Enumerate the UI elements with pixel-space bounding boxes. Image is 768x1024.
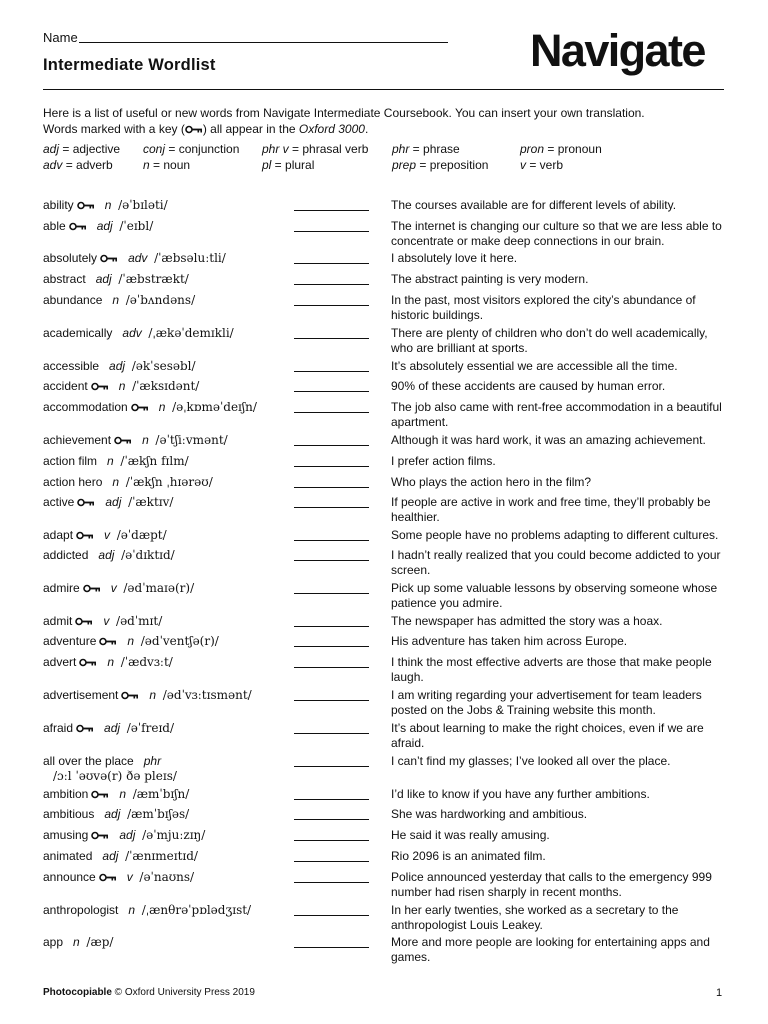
legend-meaning: = phrasal verb [288,142,369,156]
entry-pronunciation: /ədˈventʃə(r)/ [140,634,219,648]
entry-part-of-speech: n [112,475,120,489]
table-row [43,379,199,394]
entry-part-of-speech: adj [98,548,115,562]
entry-example: I am writing regarding your advertisement for team leaders posted on the Jobs & Training website this month. [391,688,702,717]
entry-word: absolutely [43,251,98,265]
legend-item [520,142,602,158]
table-row [43,400,257,415]
entry-word: adapt [43,528,74,542]
legend-meaning: = preposition [416,157,489,172]
legend-abbr: adj [43,142,60,156]
key-icon [131,400,149,415]
entry-pronunciation: /ədˈvɜːtɪsmənt/ [162,688,252,702]
legend-meaning: = phrase [409,142,460,156]
entry-example: Rio 2096 is an animated film. [391,849,546,863]
legend-abbr: prep [392,157,417,172]
key-icon [91,787,109,802]
translation-blank[interactable] [294,733,369,734]
entry-example: I prefer action films. [391,454,496,468]
entry-part-of-speech: adj [104,721,121,735]
entry-pronunciation: /əkˈsesəbl/ [131,359,196,373]
table-row [43,433,228,448]
entry-example: Who plays the action hero in the film? [391,475,592,489]
entry-part-of-speech: n [107,655,115,669]
legend-abbr: pl [262,157,272,172]
entry-example: In the past, most visitors explored the city’s abundance of historic buildings. [391,293,696,322]
legend-abbr: pron [520,142,545,156]
intro-line-2 [43,122,723,138]
legend-item [392,142,460,158]
entry-example: Pick up some valuable lessons by observing someone whose patience you admire. [391,581,718,610]
key-icon [76,528,94,543]
translation-blank[interactable] [294,391,369,392]
entry-example: It’s absolutely essential we are accessible all the time. [391,359,678,373]
key-icon [77,198,95,213]
table-row [43,903,251,918]
entry-example: In her early twenties, she worked as a secretary to the anthropologist Louis Leakey. [391,903,679,932]
name-label: Name [43,30,78,45]
legend-item [520,158,563,174]
oxford-3000: Oxford 3000 [298,121,365,136]
translation-blank[interactable] [294,305,369,306]
entry-pronunciation: /əˌkɒməˈdeɪʃn/ [172,400,257,414]
intro-line-2-after: ) all appear in the [202,121,299,136]
entry-word: admire [43,581,80,595]
translation-blank[interactable] [294,445,369,446]
translation-blank[interactable] [294,840,369,841]
legend-abbr: n [143,157,150,172]
legend-abbr: phr [392,142,410,156]
entry-word: ambition [43,787,89,801]
entry-part-of-speech: adj [109,359,126,373]
entry-word: app [43,935,64,949]
entry-example: The internet is changing our culture so that we are less able to concentrate or make deep connections in our brain. [391,219,722,248]
key-icon [69,219,87,234]
entry-example: If people are active in work and free time, they’ll probably be healthier. [391,495,711,524]
legend-meaning: = conjunction [165,142,240,156]
entry-example: I can’t find my glasses; I’ve looked all over the place. [391,754,671,768]
table-row [43,548,175,563]
entry-part-of-speech: n [128,903,136,917]
entry-word: advert [43,655,77,669]
navigate-logo: Navigate [530,25,705,76]
entry-part-of-speech: phr [143,754,162,768]
key-icon [185,122,203,138]
key-icon [79,655,97,670]
table-row [43,251,226,266]
entry-part-of-speech: n [118,379,126,393]
table-row [43,688,252,703]
entry-example: It’s about learning to make the right choices, even if we are afraid. [391,721,704,750]
entry-word: academically [43,326,113,340]
legend-meaning: = verb [526,157,564,172]
table-row [43,198,168,213]
entry-pronunciation: /ˈænɪmeɪtɪd/ [125,849,198,863]
entry-part-of-speech: n [104,198,112,212]
legend-item [262,142,368,158]
entry-pronunciation: /ˈækʃn fɪlm/ [120,454,189,468]
name-line[interactable] [79,42,448,43]
translation-blank[interactable] [294,210,369,211]
entry-example: He said it was really amusing. [391,828,550,842]
entry-part-of-speech: v [110,581,117,595]
translation-blank[interactable] [294,231,369,232]
entry-part-of-speech: v [126,870,133,884]
entry-pronunciation: /ˈæktɪv/ [128,495,174,509]
entry-part-of-speech: n [149,688,157,702]
entry-example: She was hardworking and ambitious. [391,807,588,821]
legend-item [392,158,488,174]
translation-blank[interactable] [294,667,369,668]
entry-part-of-speech: adj [102,849,119,863]
entry-word: active [43,495,75,509]
entry-pronunciation: /ˈækʃn ˌhɪərəʊ/ [125,475,213,489]
entry-part-of-speech: adv [128,251,148,265]
entry-word: adventure [43,634,97,648]
entry-example: I hadn’t really realized that you could become addicted to your screen. [391,548,721,577]
key-icon [77,495,95,510]
entry-part-of-speech: adv [122,326,142,340]
entry-example: The abstract painting is very modern. [391,272,589,286]
copyright-text: © Oxford University Press 2019 [111,987,255,998]
entry-pronunciation: /ədˈmɪt/ [116,614,163,628]
table-row [43,655,173,670]
entry-pronunciation: /ədˈmaɪə(r)/ [123,581,195,595]
key-icon [100,251,118,266]
entry-pronunciation: /əˈbɪləti/ [118,198,168,212]
legend-meaning: = noun [149,157,191,172]
page-title: Intermediate Wordlist [43,56,216,74]
entry-pronunciation: /æmˈbɪʃn/ [132,787,190,801]
table-row [43,475,213,490]
key-icon [121,688,139,703]
entry-pronunciation: /ˈæksɪdənt/ [132,379,200,393]
table-row [43,754,177,784]
legend-meaning: = pronoun [544,142,602,156]
entry-word: afraid [43,721,74,735]
table-row [43,807,189,822]
entry-word: able [43,219,66,233]
entry-example: Some people have no problems adapting to different cultures. [391,528,719,542]
entry-pronunciation: /əˈfreɪd/ [126,721,175,735]
entry-word: ambitious [43,807,95,821]
table-row [43,849,198,864]
legend-item [143,142,239,158]
entry-word: accessible [43,359,100,373]
entry-pronunciation: /əˈdɪktɪd/ [121,548,175,562]
key-icon [114,433,132,448]
table-row [43,219,153,234]
photocopiable-label: Photocopiable [43,987,112,998]
entry-word: achievement [43,433,112,447]
table-row [43,870,194,885]
table-row [43,721,174,736]
translation-blank[interactable] [294,819,369,820]
entry-word: amusing [43,828,89,842]
table-row [43,581,194,596]
legend-abbr: v [520,157,526,172]
legend-item [43,158,113,174]
translation-blank[interactable] [294,540,369,541]
legend-meaning: = plural [271,157,315,172]
entry-part-of-speech: n [107,454,114,468]
entry-example: The newspaper has admitted the story was a hoax. [391,614,663,628]
table-row [43,935,113,950]
table-row [43,272,189,287]
translation-blank[interactable] [294,593,369,594]
translation-blank[interactable] [294,412,369,413]
key-icon [83,581,101,596]
translation-blank[interactable] [294,371,369,372]
entry-word: action hero [43,475,103,489]
entry-example: Although it was hard work, it was an amazing achievement. [391,433,706,447]
translation-blank[interactable] [294,915,369,916]
entry-example: I absolutely love it here. [391,251,518,265]
entry-part-of-speech: v [103,614,110,628]
entry-pronunciation: /ˌækəˈdemɪkli/ [148,326,234,340]
page-number: 1 [716,987,723,999]
entry-part-of-speech: n [142,433,149,447]
table-row [43,528,167,543]
entry-part-of-speech: n [73,935,80,949]
entry-pronunciation: /əˈbʌndəns/ [125,293,196,307]
entry-part-of-speech: v [104,528,111,542]
entry-word: abundance [43,293,103,307]
translation-blank[interactable] [294,799,369,800]
entry-pronunciation: /ˈædvɜːt/ [120,655,173,669]
entry-word: accident [43,379,88,393]
table-row [43,787,189,802]
intro-line-1: Here is a list of useful or new words from Navigate Intermediate Coursebook. You can insert your own translation. [43,106,645,120]
translation-blank[interactable] [294,263,369,264]
entry-part-of-speech: n [112,293,120,307]
entry-word: all over the place [43,754,134,768]
translation-blank[interactable] [294,560,369,561]
table-row [43,326,234,341]
key-icon [99,870,117,885]
legend-abbr: adv [43,157,63,172]
entry-pronunciation: /ˌænθrəˈpɒlədʒɪst/ [141,903,252,917]
translation-blank[interactable] [294,947,369,948]
entry-part-of-speech: adj [95,272,112,286]
entry-part-of-speech: adj [119,828,136,842]
key-icon [91,828,109,843]
entry-part-of-speech: adj [96,219,113,233]
entry-example: There are plenty of children who don’t do well academically, who are brilliant at sports. [391,326,708,355]
entry-example: I think the most effective adverts are those that make people laugh. [391,655,712,684]
entry-part-of-speech: adj [105,495,122,509]
entry-example: Police announced yesterday that calls to the emergency 999 number had risen sharply in recent months. [391,870,712,899]
entry-word: addicted [43,548,89,562]
entry-pronunciation: /ˈæbsəluːtli/ [154,251,226,265]
table-row [43,293,195,308]
translation-blank[interactable] [294,646,369,647]
translation-blank[interactable] [294,507,369,508]
entry-word: anthropologist [43,903,119,917]
entry-part-of-speech: n [119,787,127,801]
entry-pronunciation: /ˈæbstrækt/ [118,272,189,286]
translation-blank[interactable] [294,284,369,285]
legend-abbr: phr v [262,142,289,156]
intro-line-2-before: Words marked with a key ( [43,121,185,136]
legend-item [262,158,314,174]
intro-line-2-end: . [364,121,369,136]
translation-blank[interactable] [294,338,369,339]
legend-abbr: conj [143,142,166,156]
entry-word: ability [43,198,74,212]
legend-item [143,158,190,174]
entry-word: announce [43,870,96,884]
entry-part-of-speech: adj [104,807,121,821]
key-icon [99,634,117,649]
translation-blank[interactable] [294,487,369,488]
translation-blank[interactable] [294,700,369,701]
translation-blank[interactable] [294,466,369,467]
header-divider [43,89,724,90]
table-row [43,454,189,469]
entry-pronunciation: /əˈdæpt/ [116,528,167,542]
entry-pronunciation: /əˈnaʊns/ [139,870,195,884]
key-icon [91,379,109,394]
entry-word: advertisement [43,688,119,702]
translation-blank[interactable] [294,626,369,627]
table-row [43,495,173,510]
entry-pronunciation: /æp/ [86,935,114,949]
entry-pronunciation: /əˈtʃiːvmənt/ [155,433,228,447]
entry-word: admit [43,614,73,628]
legend-meaning: = adverb [62,157,113,172]
entry-word: accommodation [43,400,128,414]
legend-meaning: = adjective [59,142,121,156]
entry-example: The courses available are for different levels of ability. [391,198,677,212]
entry-example: 90% of these accidents are caused by human error. [391,379,666,393]
entry-pronunciation: /ˈeɪbl/ [119,219,154,233]
table-row [43,828,205,843]
footer-copyright [43,987,255,998]
entry-pronunciation: /əˈmjuːzɪŋ/ [142,828,206,842]
translation-blank[interactable] [294,861,369,862]
entry-word: abstract [43,272,86,286]
entry-word: action film [43,454,98,468]
entry-part-of-speech: n [158,400,166,414]
table-row [43,634,219,649]
entry-example: His adventure has taken him across Europe. [391,634,628,648]
legend-item [43,142,120,158]
entry-word: animated [43,849,93,863]
table-row [43,359,196,374]
entry-example: More and more people are looking for entertaining apps and games. [391,935,710,964]
entry-part-of-speech: n [127,634,135,648]
intro-text [43,106,723,137]
entry-pronunciation: /æmˈbɪʃəs/ [127,807,190,821]
translation-blank[interactable] [294,766,369,767]
translation-blank[interactable] [294,882,369,883]
entry-pronunciation: /ɔːl ˈəʊvə(r) ðə pleɪs/ [53,769,177,783]
table-row [43,614,162,629]
key-icon [76,721,94,736]
key-icon [75,614,93,629]
entry-example: The job also came with rent-free accommodation in a beautiful apartment. [391,400,722,429]
entry-example: I’d like to know if you have any further ambitions. [391,787,650,801]
